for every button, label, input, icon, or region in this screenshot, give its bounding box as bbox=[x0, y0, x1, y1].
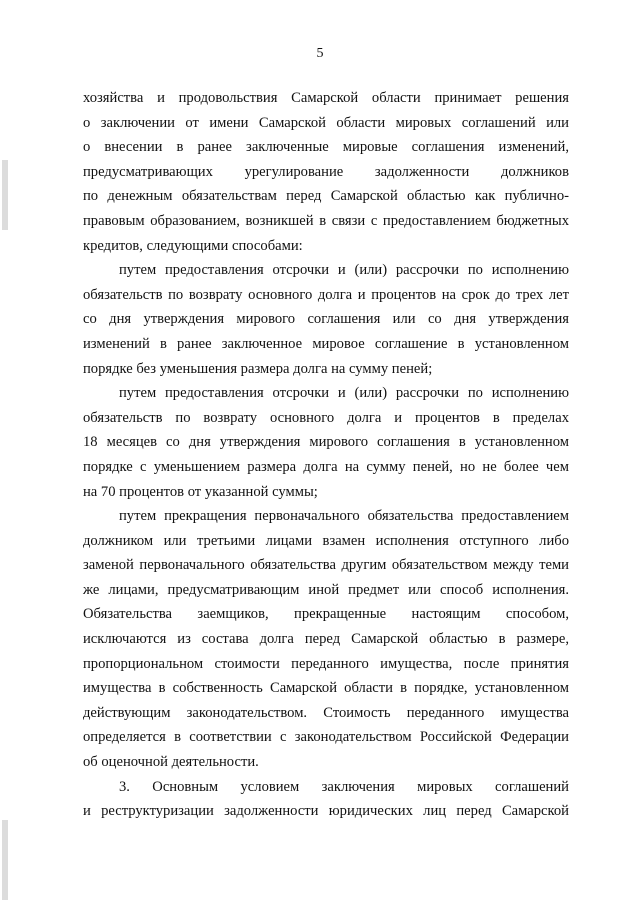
text-line: же лицами, предусматривающим иной предмет или способ исполнения. bbox=[83, 581, 569, 598]
text-line: об оценочной деятельности. bbox=[83, 754, 259, 771]
text-line: определяется в соответствии с законодательством Российской Федерации bbox=[83, 729, 569, 746]
text-line: со дня утверждения мирового соглашения или со дня утверждения bbox=[83, 311, 569, 328]
text-line: имущества в собственность Самарской области в порядке, установленном bbox=[83, 680, 569, 697]
text-line: действующим законодательством. Стоимость переданного имущества bbox=[83, 704, 569, 721]
text-line: обязательств по возврату основного долга и процентов в пределах bbox=[83, 409, 569, 426]
text-line: путем предоставления отсрочки и (или) рассрочки по исполнению bbox=[119, 385, 569, 402]
text-line: 3. Основным условием заключения мировых соглашений bbox=[119, 778, 569, 795]
text-line: предусматривающих урегулирование задолженности должников bbox=[83, 163, 569, 180]
text-line: порядке без уменьшения размера долга на сумму пеней; bbox=[83, 360, 433, 377]
scan-edge-mark bbox=[2, 160, 8, 230]
text-line: изменений в ранее заключенное мировое соглашение в установленном bbox=[83, 335, 569, 352]
text-line: о заключении от имени Самарской области мировых соглашений или bbox=[83, 114, 569, 131]
text-line: по денежным обязательствам перед Самарской областью как публично- bbox=[83, 188, 569, 205]
text-line: на 70 процентов от указанной суммы; bbox=[83, 483, 318, 500]
text-line: о внесении в ранее заключенные мировые соглашения изменений, bbox=[83, 139, 569, 156]
text-line: обязательств по возврату основного долга и процентов на срок до трех лет bbox=[83, 286, 569, 303]
text-line: заменой первоначального обязательства другим обязательством между теми bbox=[83, 557, 569, 574]
text-line: Обязательства заемщиков, прекращенные настоящим способом, bbox=[83, 606, 569, 623]
text-line: должником или третьими лицами взамен исполнения отступного либо bbox=[83, 532, 569, 549]
document-body bbox=[83, 86, 569, 824]
text-line: правовым образованием, возникшей в связи с предоставлением бюджетных bbox=[83, 212, 569, 229]
text-line: кредитов, следующими способами: bbox=[83, 237, 303, 254]
scan-edge-mark bbox=[2, 820, 8, 900]
text-line: пропорциональном стоимости переданного имущества, после принятия bbox=[83, 655, 569, 672]
text-line: путем прекращения первоначального обязательства предоставлением bbox=[119, 508, 569, 525]
text-line: 18 месяцев со дня утверждения мирового соглашения в установленном bbox=[83, 434, 569, 451]
text-line: хозяйства и продовольствия Самарской области принимает решения bbox=[83, 90, 569, 106]
page-number: 5 bbox=[316, 46, 324, 61]
text-line: исключаются из состава долга перед Самарской областью в размере, bbox=[83, 631, 569, 648]
text-line: и реструктуризации задолженности юридических лиц перед Самарской bbox=[83, 803, 569, 820]
text-line: порядке с уменьшением размера долга на сумму пеней, но не более чем bbox=[83, 458, 569, 475]
text-line: путем предоставления отсрочки и (или) рассрочки по исполнению bbox=[119, 262, 569, 279]
